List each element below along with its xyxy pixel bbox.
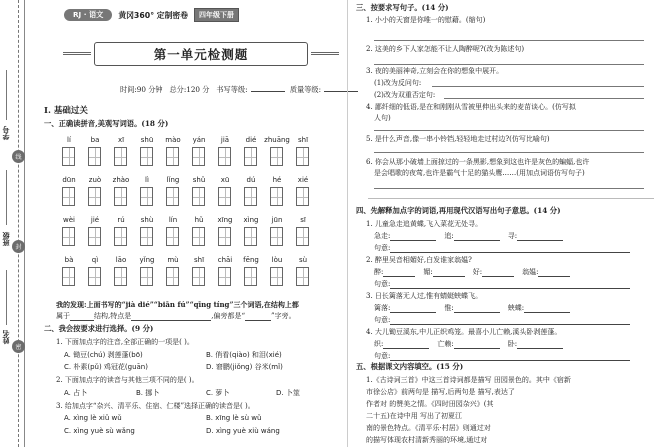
grid-cell-pair: [134, 267, 160, 286]
grid-cell-pair: [108, 187, 134, 206]
pinyin-label: jūn: [271, 216, 283, 224]
q4-word-label: 蛱蝶:: [507, 304, 525, 312]
pinyin-label: bà: [64, 256, 74, 264]
q3-item-3-1: (1)改为反问句:: [374, 79, 422, 87]
q5-line: 南的景色特点。《清平乐·村居》则通过对: [366, 424, 491, 432]
q3-item-6-answer[interactable]: [374, 188, 644, 189]
q4-word-blank[interactable]: [538, 276, 570, 277]
grid-cell-pair: [160, 267, 186, 286]
discovery-note-2: [56, 311, 296, 321]
pinyin-label: qì: [91, 256, 99, 264]
q4-word-row: [374, 267, 578, 277]
q4-word-blank[interactable]: [517, 240, 563, 241]
q4-sentence-row: [374, 315, 630, 325]
writing-cell[interactable]: [140, 267, 153, 286]
grid-cell-pair: [160, 147, 186, 166]
q4-sentence-label: 句意:: [374, 316, 391, 324]
grid-cell-pair: [108, 227, 134, 246]
writing-cell[interactable]: [244, 187, 257, 206]
q3-item-6: 6. 你会从那小破墙上面掠过的一条黑影,想象到这也许是灰色的蝙蝠,也许: [366, 158, 590, 166]
grid-cell-pair: [56, 147, 82, 166]
q3-item-5: 5. 是什么声音,像一串小铃铛,轻轻地走过村边?(仿写比喻句): [366, 135, 550, 143]
writing-cell[interactable]: [192, 187, 205, 206]
q3-item-2: 2. 这美的乡下人家怎能不让人陶醉呢?(改为陈述句): [366, 45, 525, 53]
pinyin-label: fēng: [243, 256, 259, 264]
note-text-a: 属于: [56, 312, 70, 320]
pinyin-label: ba: [90, 136, 100, 144]
grid-cell-pair: [186, 267, 212, 286]
seal-mark-seal: 封: [12, 240, 25, 253]
grid-cell-pair: [290, 227, 316, 246]
q4-word-blank[interactable]: [524, 312, 570, 313]
q4-sentence-label: 句意:: [374, 244, 391, 252]
writing-cell[interactable]: [270, 267, 283, 286]
grid-cell-pair: [290, 267, 316, 286]
pinyin-label: dié: [245, 136, 257, 144]
pinyin-label: zhào: [112, 176, 130, 184]
q4-word-row: [374, 339, 571, 349]
question-1-title: 一、正确读拼音,美观写词语。(18 分): [44, 119, 169, 128]
writing-cell[interactable]: [218, 187, 231, 206]
left-page: [40, 0, 346, 447]
writing-cell[interactable]: [296, 147, 309, 166]
q2-item-3-option-b[interactable]: B. xīng lè sù wǔ: [206, 414, 262, 422]
writing-cell[interactable]: [88, 227, 101, 246]
grid-cell-pair: [82, 187, 108, 206]
seal-mark-line: 线: [12, 150, 25, 163]
writing-cell[interactable]: [218, 227, 231, 246]
pinyin-label: chāi: [217, 256, 233, 264]
grid-cell-pair: [134, 227, 160, 246]
q4-word-label: 好:: [472, 268, 483, 276]
writing-cell[interactable]: [88, 147, 101, 166]
q2-item-2-option-a[interactable]: A. 占卜: [64, 389, 88, 397]
q3-item-4: 4. 鄙纤细的低语,是在和刚刚从雪被里伸出头来的麦苗谈心。(仿写拟: [366, 103, 576, 111]
grid-cell-pair: [82, 227, 108, 246]
right-page: [354, 0, 660, 447]
pinyin-row: [56, 216, 316, 246]
cut-line: [18, 0, 19, 447]
q4-sentence-blank[interactable]: [390, 288, 630, 289]
series-pill: RJ · 语文: [64, 9, 112, 21]
q4-word-blank[interactable]: [517, 348, 563, 349]
pinyin-label: xié: [297, 176, 309, 184]
q2-item-1-option-d[interactable]: D. 窘鹏(jiǒng) 谷米(mǐ): [206, 363, 283, 371]
writing-grid-row: [56, 227, 316, 246]
q4-sentence-row: [374, 243, 630, 253]
writing-cell[interactable]: [140, 187, 153, 206]
pinyin-label: zhuāng: [264, 136, 290, 144]
quality-grade-label: 质量等级:: [289, 85, 321, 94]
writing-grade-field[interactable]: [251, 91, 285, 92]
grid-cell-pair: [134, 147, 160, 166]
q4-sentence-row: [374, 351, 630, 361]
q3-item-3-1-answer[interactable]: [432, 86, 644, 87]
name-field[interactable]: [6, 270, 7, 325]
q2-item-1-stem: 1. 下面加点字的注音,全部正确的一项是( )。: [56, 338, 194, 346]
grid-cell-pair: [56, 187, 82, 206]
grid-cell-pair: [56, 227, 82, 246]
radical-blank[interactable]: [245, 320, 271, 321]
q5-line: 市徐公店》前两句是 描写,后两句是 描写,表达了: [366, 388, 515, 396]
q3-item-2-answer[interactable]: [374, 64, 644, 65]
writing-cell[interactable]: [192, 227, 205, 246]
writing-cell[interactable]: [270, 187, 283, 206]
writing-cell[interactable]: [62, 187, 75, 206]
q3-item-1-answer[interactable]: [374, 40, 644, 41]
q4-word-blank[interactable]: [390, 240, 436, 241]
writing-cell[interactable]: [296, 227, 309, 246]
grid-cell-pair: [238, 147, 264, 166]
structure-blank[interactable]: [70, 320, 94, 321]
writing-cell[interactable]: [296, 267, 309, 286]
pinyin-label: dú: [246, 176, 256, 184]
q5-line: 作者对 的赞美之情。《四时田园杂兴》(其: [366, 400, 494, 408]
seal-mark-secret: 密: [12, 340, 25, 353]
grid-cell-pair: [264, 227, 290, 246]
q4-word-label: 媚:: [423, 268, 433, 276]
pinyin-label: lí: [67, 136, 71, 144]
pinyin-label: shū: [140, 136, 154, 144]
pinyin-label: shī: [193, 256, 205, 264]
pinyin-label: shù: [140, 216, 154, 224]
writing-cell[interactable]: [62, 147, 75, 166]
grid-cell-pair: [134, 187, 160, 206]
writing-cell[interactable]: [88, 187, 101, 206]
binding-strip: [0, 0, 44, 447]
grid-cell-pair: [264, 187, 290, 206]
pinyin-row: [56, 256, 316, 286]
pinyin-label: xìng: [243, 216, 259, 224]
grid-cell-pair: [212, 227, 238, 246]
student-number-field[interactable]: [6, 70, 7, 120]
grid-cell-pair: [108, 147, 134, 166]
discovery-note-1: 我的发现:上面书写的“jià dié”“biān fú”“qīng tíng”三个词语,在结构上都: [56, 300, 299, 309]
grid-cell-pair: [186, 147, 212, 166]
binding-line: [24, 0, 25, 447]
writing-cell[interactable]: [166, 147, 179, 166]
pinyin-label: xū: [220, 176, 230, 184]
q3-item-3-2-answer[interactable]: [444, 98, 644, 99]
pinyin-label: lǐng: [166, 176, 180, 184]
q4-word-label: 急走:: [374, 232, 391, 240]
pinyin-label: xīng: [217, 216, 233, 224]
time-label: 时间:90 分钟: [120, 85, 163, 94]
page-title: 第一单元检测题: [153, 47, 249, 62]
question-4-title: 四、先解释加点字的词语,再用现代汉语写出句子意思。(14 分): [356, 206, 561, 215]
writing-cell[interactable]: [166, 267, 179, 286]
q4-sentence-label: 句意:: [374, 352, 391, 360]
q5-line: 二十五)在诗中用 写出了初夏江: [366, 412, 462, 420]
q3-item-6-cont: 是会唱歌的夜莺,也许是霸气十足的猫头鹰……(用加点词语仿写句子): [374, 169, 585, 177]
grid-cell-pair: [82, 267, 108, 286]
name-label: 姓名: [1, 330, 10, 344]
q4-item-line: 1. 儿童急走追黄蝶,飞入菜花无处寻。: [366, 220, 483, 228]
q4-word-label: 追:: [444, 232, 454, 240]
q2-item-3-option-d[interactable]: D. xìng yuè xiù wáng: [206, 427, 280, 435]
pinyin-label: yán: [192, 136, 206, 144]
grid-cell-pair: [238, 187, 264, 206]
q2-item-2-option-b[interactable]: B. 挪卜: [136, 389, 160, 397]
q2-item-2-option-d[interactable]: D. 卜筮: [276, 389, 300, 397]
grid-cell-pair: [290, 187, 316, 206]
q4-word-blank[interactable]: [454, 348, 500, 349]
writing-cell[interactable]: [270, 227, 283, 246]
pinyin-label: wèi: [63, 216, 75, 224]
q4-sentence-row: [374, 279, 630, 289]
grid-cell-pair: [290, 147, 316, 166]
q2-item-3-option-a[interactable]: A. xìng lè xiǔ wǔ: [64, 414, 122, 422]
writing-cell[interactable]: [62, 227, 75, 246]
brand-label: 黄冈360° 定制密卷: [118, 10, 188, 20]
writing-cell[interactable]: [192, 267, 205, 286]
q5-line: 的描写体现农村清新秀丽的环境,通过对: [366, 436, 488, 444]
writing-cell[interactable]: [114, 187, 127, 206]
q4-word-blank[interactable]: [433, 276, 465, 277]
pinyin-label: jiā: [220, 136, 230, 144]
header-bar: [64, 8, 239, 22]
grid-cell-pair: [160, 227, 186, 246]
writing-grid-row: [56, 147, 316, 166]
q4-sentence-blank[interactable]: [390, 324, 630, 325]
pinyin-label: hé: [272, 176, 282, 184]
pinyin-label: lāo: [115, 256, 127, 264]
question-3-title: 三、按要求写句子。(14 分): [356, 3, 449, 12]
writing-cell[interactable]: [62, 267, 75, 286]
q5-line: 1.《古诗词三首》中这三首诗词都是描写 田园景色的。其中《宿新: [366, 376, 571, 384]
question-5-title: 五、根据课文内容填空。(15 分): [356, 362, 464, 371]
pinyin-label: rú: [117, 216, 125, 224]
grade-badge: 四年级下册: [194, 8, 239, 22]
q4-item-line: 3. 日长篱落无人过,惟有蜻蜓蛱蝶飞。: [366, 292, 483, 300]
note-text-b: 结构,特点是: [94, 312, 132, 320]
q4-word-label: 织:: [374, 340, 384, 348]
writing-cell[interactable]: [140, 147, 153, 166]
grid-cell-pair: [238, 227, 264, 246]
pinyin-row: [56, 176, 316, 206]
writing-cell[interactable]: [88, 267, 101, 286]
q4-sentence-blank[interactable]: [390, 252, 630, 253]
q4-word-blank[interactable]: [454, 240, 500, 241]
pinyin-label: shī: [297, 136, 309, 144]
exam-meta: [120, 85, 361, 95]
page-fold: [347, 0, 348, 447]
note-text-d: ”字旁。: [271, 312, 296, 320]
q4-word-blank[interactable]: [383, 276, 415, 277]
grid-cell-pair: [238, 267, 264, 286]
q3-item-3-2: (2)改为双重否定句:: [374, 91, 436, 99]
grid-cell-pair: [160, 187, 186, 206]
pinyin-labels: [56, 136, 316, 145]
score-label: 总分:120 分: [169, 85, 210, 94]
pinyin-label: xī: [117, 136, 125, 144]
pinyin-label: mào: [165, 136, 181, 144]
class-field[interactable]: [6, 170, 7, 225]
writing-cell[interactable]: [296, 187, 309, 206]
writing-cell[interactable]: [140, 227, 153, 246]
note-text-c: ,偏旁都是“: [211, 312, 246, 320]
quality-grade-field[interactable]: [324, 91, 358, 92]
q4-item-line: 4. 大儿锄豆溪东,中儿正织鸡笼。最喜小儿亡赖,溪头卧剥莲蓬。: [366, 328, 562, 336]
writing-cell[interactable]: [114, 267, 127, 286]
writing-cell[interactable]: [166, 187, 179, 206]
grid-cell-pair: [56, 267, 82, 286]
q4-word-row: [374, 231, 571, 241]
grid-cell-pair: [264, 267, 290, 286]
writing-cell[interactable]: [244, 267, 257, 286]
pinyin-label: mù: [167, 256, 179, 264]
pinyin-label: sù: [298, 256, 308, 264]
q2-item-2-stem: 2. 下面加点字的读音与其他三项不同的是( )。: [56, 376, 199, 384]
q2-item-1-option-b[interactable]: B. 俏看(qiào) 和泪(xié): [206, 351, 282, 359]
q3-item-5-answer[interactable]: [374, 152, 644, 153]
writing-cell[interactable]: [114, 147, 127, 166]
q4-word-blank[interactable]: [390, 312, 436, 313]
writing-cell[interactable]: [218, 267, 231, 286]
writing-grid-row: [56, 267, 316, 286]
pinyin-label: hǔ: [194, 216, 204, 224]
q2-item-2-option-c[interactable]: C. 萝卜: [206, 389, 230, 397]
grid-cell-pair: [108, 267, 134, 286]
pinyin-label: dūn: [62, 176, 76, 184]
pinyin-label: zuò: [88, 176, 102, 184]
writing-cell[interactable]: [218, 147, 231, 166]
writing-grid-row: [56, 187, 316, 206]
writing-cell[interactable]: [270, 147, 283, 166]
writing-cell[interactable]: [244, 227, 257, 246]
pinyin-label: jié: [90, 216, 100, 224]
grid-cell-pair: [212, 267, 238, 286]
q4-sentence-label: 句意:: [374, 280, 391, 288]
grid-cell-pair: [186, 227, 212, 246]
grid-cell-pair: [264, 147, 290, 166]
q4-word-label: 醉:: [374, 268, 384, 276]
q4-word-blank[interactable]: [482, 276, 514, 277]
q2-item-3-option-c[interactable]: C. xìng yuè sù wǎng: [64, 427, 135, 435]
writing-grade-label: 书写等级:: [216, 85, 248, 94]
q4-word-label: 卧:: [507, 340, 518, 348]
grid-cell-pair: [82, 147, 108, 166]
grid-cell-pair: [212, 187, 238, 206]
section-heading-basic: Ⅰ. 基础过关: [44, 106, 88, 116]
q4-item-line: 2. 醉里吴音相媚好,白发谁家翁媪?: [366, 256, 472, 264]
pinyin-labels: [56, 216, 316, 225]
q4-word-label: 篱落:: [374, 304, 391, 312]
pinyin-row: [56, 136, 316, 166]
q4-word-label: 亡赖:: [437, 340, 454, 348]
q2-item-3-stem: 3. 给加点字“杂兴、清平乐、住宿、仁楼”选择正确的读音是( )。: [56, 402, 255, 410]
writing-cell[interactable]: [244, 147, 257, 166]
pinyin-label: yǐng: [139, 256, 155, 264]
q4-sentence-blank[interactable]: [390, 360, 630, 361]
q4-word-row: [374, 303, 578, 313]
writing-cell[interactable]: [192, 147, 205, 166]
q3-item-1: 1. 小小的天窗是你唯一的慰藉。(缩句): [366, 16, 486, 24]
section-divider: [368, 198, 654, 199]
writing-cell[interactable]: [114, 227, 127, 246]
q2-item-1-option-a[interactable]: A. 锄豆(chú) 剥莲蓬(bō): [64, 351, 143, 359]
q4-word-label: 寻:: [507, 232, 518, 240]
pinyin-label: shǔ: [192, 176, 206, 184]
question-2-title: 二、我会按要求进行选择。(9 分): [44, 324, 154, 333]
pinyin-label: lòu: [271, 256, 283, 264]
class-label: 班级: [1, 232, 10, 246]
q4-word-blank[interactable]: [383, 348, 429, 349]
pinyin-label: sī: [300, 216, 306, 224]
student-number-label: 学号: [1, 126, 10, 140]
pinyin-labels: [56, 256, 316, 265]
pinyin-labels: [56, 176, 316, 185]
q3-item-3: 3. 夜的美丽神奇,立刻会在你的想象中展开。: [366, 67, 504, 75]
q3-item-4-cont: 人句): [374, 114, 391, 122]
feature-blank[interactable]: [131, 320, 211, 321]
q4-word-blank[interactable]: [454, 312, 500, 313]
grid-cell-pair: [186, 187, 212, 206]
writing-cell[interactable]: [166, 227, 179, 246]
q2-item-1-option-c[interactable]: C. 朴素(pǔ) 鸡冠花(guān): [64, 363, 148, 371]
q4-word-label: 翁媪:: [522, 268, 539, 276]
q4-word-label: 惟:: [444, 304, 454, 312]
q3-item-4-answer[interactable]: [374, 130, 644, 131]
pinyin-label: lì: [145, 176, 149, 184]
pinyin-label: lín: [168, 216, 178, 224]
page-title-box: [94, 42, 308, 66]
grid-cell-pair: [212, 147, 238, 166]
